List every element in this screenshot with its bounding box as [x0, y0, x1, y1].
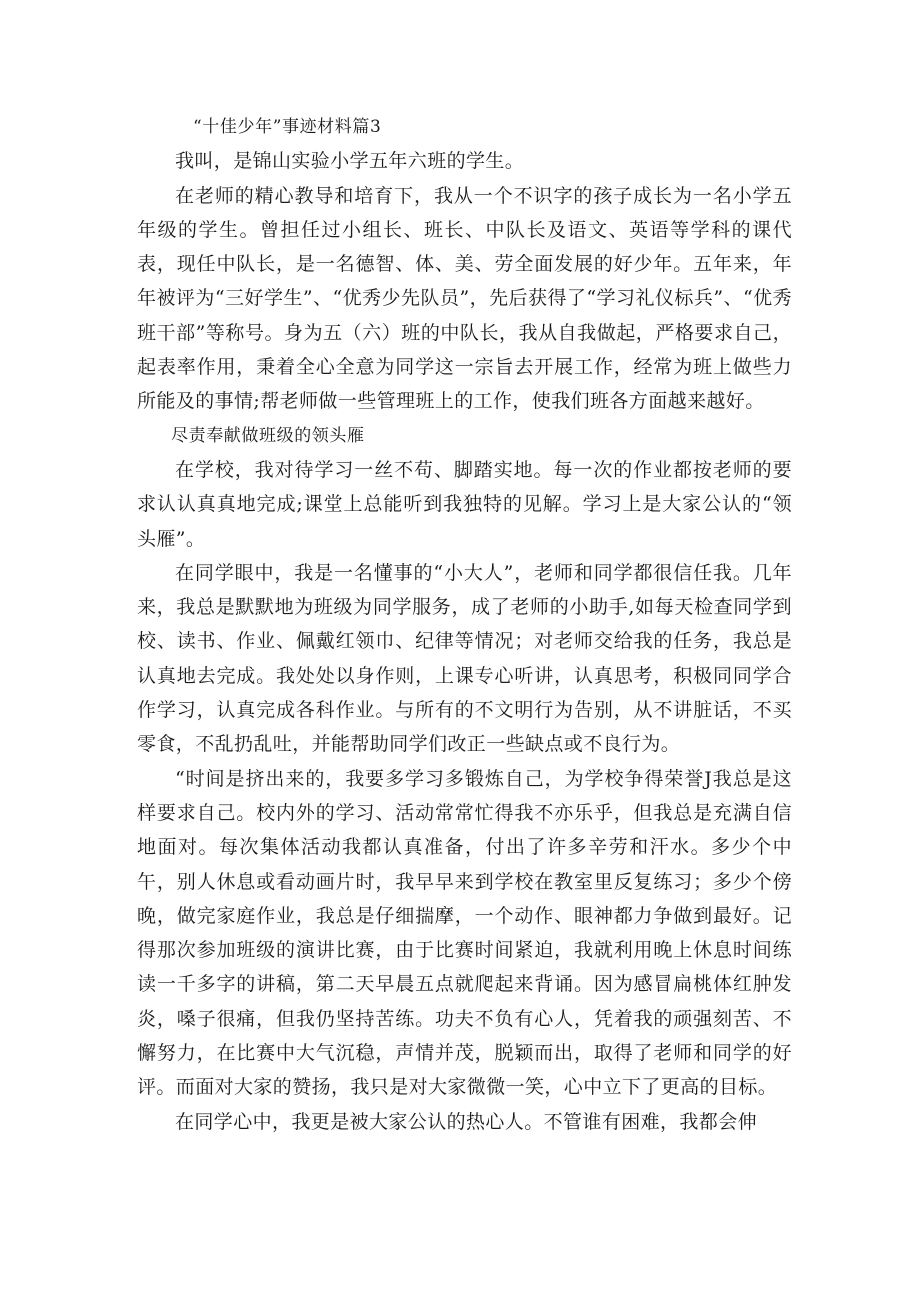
paragraph: 在学校，我对待学习一丝不苟、脚踏实地。每一次的作业都按老师的要求认认真真地完成;课堂上总能听到我独特的见解。学习上是大家公认的“领头雁”。 — [137, 458, 792, 550]
paragraph: 在老师的精心教导和培育下，我从一个不识字的孩子成长为一名小学五年级的学生。曾担任过小组长、班长、中队长及语文、英语等学科的课代表，现任中队长，是一名德智、体、美、劳全面发展的好少年。五年来，年年被评为“三好学生”、“优秀少先队员”，先后获得了“学习礼仪标兵”、“优秀班干部”等称号。身为五（六）班的中队长，我从自我做起，严格要求自己，起表率作用，秉着全心全意为同学这一宗旨去开展工作，经常为班上做些力所能及的事情;帮老师做一些管理班上的工作，使我们班各方面越来越好。 — [137, 184, 792, 413]
section-heading: 尽责奉献做班级的领头雁 — [171, 425, 365, 446]
intro-paragraph: 我叫，是锦山实验小学五年六班的学生。 — [175, 150, 525, 173]
document-title: “十佳少年”事迹材料篇3 — [193, 117, 382, 137]
paragraph: “时间是挤出来的，我要多学习多锻炼自己，为学校争得荣誉J我总是这样要求自己。校内外的学习、活动常常忙得我不亦乐乎，但我总是充满自信地面对。每次集体活动我都认真准备，付出了许多辛劳和汗水。多少个中午，别人休息或看动画片时，我早早来到学校在教室里反复练习；多少个傍晚，做完家庭作业，我总是仔细揣摩，一个动作、眼神都力争做到最好。记得那次参加班级的演讲比赛，由于比赛时间紧迫，我就利用晚上休息时间练读一千多字的讲稿，第二天早晨五点就爬起来背诵。因为感冒扁桃体红肿发炎，嗓子很痛，但我仍坚持苦练。功夫不负有心人，凭着我的顽强刻苦、不懈努力，在比赛中大气沉稳，声情并茂，脱颖而出，取得了老师和同学的好评。而面对大家的赞扬，我只是对大家微微一笑，心中立下了更高的目标。 — [137, 767, 792, 1099]
paragraph: 在同学心中，我更是被大家公认的热心人。不管谁有困难，我都会伸 — [175, 1110, 758, 1133]
paragraph: 在同学眼中，我是一名懂事的“小大人”，老师和同学都很信任我。几年来，我总是默默地为班级为同学服务，成了老师的小助手,如每天检查同学到校、读书、作业、佩戴红领巾、纪律等情况；对老师交给我的任务，我总是认真地去完成。我处处以身作则，上课专心听讲，认真思考，积极同同学合作学习，认真完成各科作业。与所有的不文明行为告别，从不讲脏话，不买零食，不乱扔乱吐，并能帮助同学们改正一些缺点或不良行为。 — [137, 561, 792, 756]
document-body — [137, 110, 792, 1139]
